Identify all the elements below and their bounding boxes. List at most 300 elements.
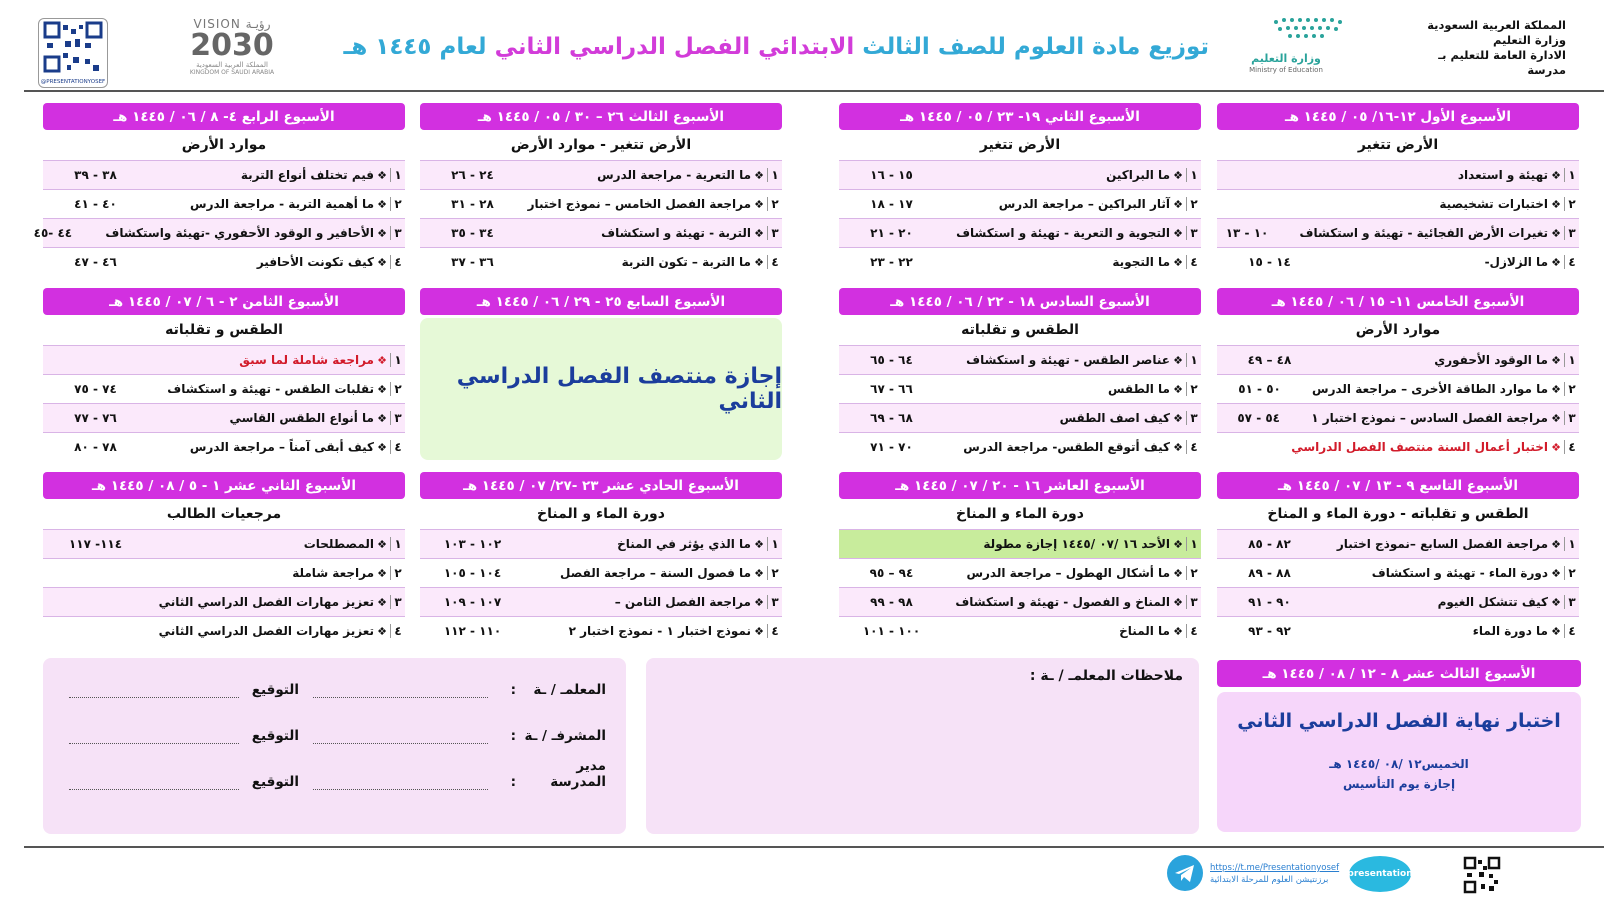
lesson-row bbox=[839, 345, 1201, 374]
lesson-row bbox=[43, 529, 405, 558]
diamond-bullet-icon: ❖ bbox=[754, 226, 764, 240]
week-header: الأسبوع التاسع ٩ - ١٣ / ٠٧ / ١٤٤٥ هـ bbox=[1217, 472, 1579, 499]
week-block-5 bbox=[1217, 288, 1579, 461]
moe-logo bbox=[1246, 14, 1376, 76]
week-block-6 bbox=[839, 288, 1201, 461]
lesson-row bbox=[43, 374, 405, 403]
lesson-title: اختبار أعمال السنة منتصف الفصل الدراسي bbox=[1291, 440, 1548, 454]
week-header: الأسبوع الأول ١٢-١٦/ ٠٥ / ١٤٤٥ هـ bbox=[1217, 103, 1579, 130]
lesson-title: ما الزلازل- bbox=[1484, 255, 1548, 269]
lesson-pages: ٧٠ - ٧١ bbox=[870, 440, 913, 454]
page-title bbox=[343, 34, 1209, 60]
lesson-title: كيف اصف الطقس bbox=[1059, 411, 1170, 425]
lesson-title: مراجعة شاملة bbox=[292, 566, 374, 580]
signature-box bbox=[43, 658, 626, 834]
lesson-number: ٣ bbox=[1564, 595, 1579, 609]
lesson-title: ما التعرية - مراجعة الدرس bbox=[597, 168, 751, 182]
lesson-number: ٤ bbox=[767, 624, 782, 638]
lesson-title: ما الطقس bbox=[1107, 382, 1170, 396]
lesson-title: مراجعة الفصل السابع –نموذج اختبار bbox=[1336, 537, 1548, 551]
sig-sign-line bbox=[69, 697, 239, 698]
unit-title: مرجعيات الطالب bbox=[43, 499, 405, 529]
lesson-pages: ١٠ - ١٣ bbox=[1225, 226, 1269, 240]
vision-2030-logo bbox=[172, 17, 292, 75]
lesson-number: ٢ bbox=[1564, 197, 1579, 211]
gov-header bbox=[1416, 18, 1566, 78]
badge-text: presentation bbox=[1347, 869, 1413, 879]
lesson-title: تعزيز مهارات الفصل الدراسي الثاني bbox=[158, 595, 374, 609]
lesson-number: ١ bbox=[767, 168, 782, 182]
unit-title: الطقس و تقلباته - دورة الماء و المناخ bbox=[1217, 499, 1579, 529]
week-header: الأسبوع الرابع ٤- ٨ / ٠٦ / ١٤٤٥ هـ bbox=[43, 103, 405, 130]
diamond-bullet-icon: ❖ bbox=[1551, 411, 1561, 425]
lesson-number: ٣ bbox=[1186, 595, 1201, 609]
week-block-7 bbox=[420, 288, 782, 315]
diamond-bullet-icon: ❖ bbox=[754, 595, 764, 609]
lesson-row bbox=[420, 587, 782, 616]
diamond-bullet-icon: ❖ bbox=[1173, 255, 1183, 269]
lesson-row bbox=[420, 529, 782, 558]
lesson-number: ١ bbox=[1564, 537, 1579, 551]
lesson-number: ٢ bbox=[1186, 382, 1201, 396]
diamond-bullet-icon: ❖ bbox=[1173, 226, 1183, 240]
sig-sep: : bbox=[510, 728, 516, 744]
lesson-number: ٣ bbox=[1186, 226, 1201, 240]
lesson-pages: ١١٠ - ١١٢ bbox=[443, 624, 502, 638]
lesson-row bbox=[839, 432, 1201, 461]
sig-label: التوقيع bbox=[251, 774, 299, 790]
lesson-pages: ٤٠ - ٤١ bbox=[74, 197, 117, 211]
lesson-number: ٤ bbox=[767, 255, 782, 269]
lesson-row bbox=[43, 403, 405, 432]
lesson-row bbox=[1217, 529, 1579, 558]
qr-caption: @PRESENTATIONYOSEF bbox=[40, 79, 106, 85]
lesson-pages: ٢٠ - ٢١ bbox=[870, 226, 913, 240]
lesson-row bbox=[839, 616, 1201, 645]
sig-name-line bbox=[313, 743, 488, 744]
title-highlight: الابتدائي bbox=[758, 34, 855, 60]
sig-name-line bbox=[313, 697, 488, 698]
lesson-row bbox=[1217, 345, 1579, 374]
lesson-row bbox=[839, 403, 1201, 432]
telegram-link[interactable]: https://t.me/Presentationyosef bbox=[1210, 863, 1340, 873]
lesson-number: ١ bbox=[1186, 537, 1201, 551]
title-part: لعام ١٤٤٥ هـ bbox=[343, 34, 495, 60]
lesson-title: ما أنواع الطقس القاسي bbox=[229, 411, 374, 425]
unit-title: الأرض تتغير - موارد الأرض bbox=[420, 130, 782, 160]
signature-row bbox=[51, 758, 606, 790]
week-block-13 bbox=[1217, 660, 1581, 687]
lesson-pages: ٨٨ - ٨٩ bbox=[1248, 566, 1291, 580]
lesson-pages: ٧٤ - ٧٥ bbox=[74, 382, 117, 396]
lesson-number: ٣ bbox=[767, 595, 782, 609]
footer-subtitle: برزنتيشن العلوم للمرحلة الابتدائية bbox=[1210, 875, 1329, 885]
diamond-bullet-icon: ❖ bbox=[377, 197, 387, 211]
lesson-row bbox=[1217, 374, 1579, 403]
diamond-bullet-icon: ❖ bbox=[1551, 440, 1561, 454]
lesson-number: ٣ bbox=[767, 226, 782, 240]
unit-title: الطقس و تقلباته bbox=[43, 315, 405, 345]
lesson-number: ١ bbox=[1564, 353, 1579, 367]
lesson-number: ٢ bbox=[1186, 197, 1201, 211]
lesson-title: دورة الماء - تهيئة و استكشاف bbox=[1371, 566, 1548, 580]
unit-title: دورة الماء و المناخ bbox=[839, 499, 1201, 529]
qr-code-icon bbox=[39, 19, 107, 75]
lesson-number: ٣ bbox=[1186, 411, 1201, 425]
lesson-title: ما أهمية التربة - مراجعة الدرس bbox=[190, 197, 374, 211]
lesson-title: ما موارد الطاقة الأخرى – مراجعة الدرس bbox=[1312, 382, 1548, 396]
week-block-12 bbox=[43, 472, 405, 645]
diamond-bullet-icon: ❖ bbox=[1551, 595, 1561, 609]
unit-title: موارد الأرض bbox=[43, 130, 405, 160]
week-block-10 bbox=[839, 472, 1201, 645]
diamond-bullet-icon: ❖ bbox=[377, 566, 387, 580]
lesson-number: ١ bbox=[390, 353, 405, 367]
moe-dots-icon bbox=[1246, 14, 1376, 54]
week-header: الأسبوع الثاني عشر ١ - ٥ / ٠٨ / ١٤٤٥ هـ bbox=[43, 472, 405, 499]
lesson-title: تعزيز مهارات الفصل الدراسي الثاني bbox=[158, 624, 374, 638]
title-part: توزيع مادة العلوم للصف الثالث bbox=[854, 34, 1209, 60]
diamond-bullet-icon: ❖ bbox=[377, 624, 387, 638]
notes-label: ملاحظات المعلمـ / ـة : bbox=[1029, 668, 1183, 684]
footer-divider bbox=[24, 846, 1604, 848]
diamond-bullet-icon: ❖ bbox=[1173, 566, 1183, 580]
lesson-row bbox=[420, 247, 782, 276]
lesson-pages: ١١٤- ١١٧ bbox=[68, 537, 123, 551]
diamond-bullet-icon: ❖ bbox=[377, 168, 387, 182]
lesson-pages: ٩٢ - ٩٣ bbox=[1248, 624, 1291, 638]
lesson-number: ٢ bbox=[767, 566, 782, 580]
gov-line: وزارة التعليم bbox=[1493, 33, 1566, 47]
lesson-pages: ١٠٠ - ١٠١ bbox=[862, 624, 921, 638]
unit-title: الطقس و تقلباته bbox=[839, 315, 1201, 345]
lesson-number: ٤ bbox=[1564, 624, 1579, 638]
lesson-pages: ٣٨ - ٣٩ bbox=[74, 168, 117, 182]
lesson-row bbox=[420, 160, 782, 189]
lesson-title: ما دورة الماء bbox=[1472, 624, 1548, 638]
lesson-number: ١ bbox=[390, 168, 405, 182]
lesson-number: ٣ bbox=[390, 595, 405, 609]
diamond-bullet-icon: ❖ bbox=[754, 566, 764, 580]
diamond-bullet-icon: ❖ bbox=[377, 382, 387, 396]
lesson-number: ٢ bbox=[390, 566, 405, 580]
lesson-row bbox=[839, 587, 1201, 616]
lesson-row bbox=[839, 189, 1201, 218]
lesson-title: عناصر الطقس - تهيئة و استكشاف bbox=[966, 353, 1170, 367]
week-header: الأسبوع العاشر ١٦ - ٢٠ / ٠٧ / ١٤٤٥ هـ bbox=[839, 472, 1201, 499]
diamond-bullet-icon: ❖ bbox=[1551, 168, 1561, 182]
week-block-2 bbox=[839, 103, 1201, 276]
lesson-row bbox=[420, 189, 782, 218]
lesson-row bbox=[43, 432, 405, 461]
diamond-bullet-icon: ❖ bbox=[1551, 537, 1561, 551]
lesson-row bbox=[420, 616, 782, 645]
diamond-bullet-icon: ❖ bbox=[754, 624, 764, 638]
lesson-row bbox=[43, 160, 405, 189]
lesson-title: مراجعة الفصل الخامس – نموذج اختبار bbox=[527, 197, 751, 211]
lesson-number: ٣ bbox=[1564, 411, 1579, 425]
lesson-pages: ٩٨ - ٩٩ bbox=[870, 595, 913, 609]
lesson-row bbox=[1217, 160, 1579, 189]
lesson-row bbox=[839, 558, 1201, 587]
footer-qr-icon bbox=[1463, 856, 1501, 894]
lesson-title: ما التربة – تكون التربة bbox=[621, 255, 751, 269]
diamond-bullet-icon: ❖ bbox=[754, 255, 764, 269]
week-header: الأسبوع السابع ٢٥ - ٢٩ / ٠٦ / ١٤٤٥ هـ bbox=[420, 288, 782, 315]
diamond-bullet-icon: ❖ bbox=[1551, 566, 1561, 580]
lesson-row bbox=[420, 218, 782, 247]
week-block-8 bbox=[43, 288, 405, 461]
lesson-row bbox=[1217, 403, 1579, 432]
vision-sub: المملكة العربية السعودية bbox=[196, 61, 268, 69]
lesson-number: ١ bbox=[1186, 353, 1201, 367]
diamond-bullet-icon: ❖ bbox=[377, 595, 387, 609]
lesson-title: مراجعة الفصل الثامن – bbox=[614, 595, 751, 609]
telegram-icon[interactable] bbox=[1167, 855, 1203, 891]
lesson-pages: ١٥ - ١٦ bbox=[870, 168, 913, 182]
lesson-row bbox=[839, 247, 1201, 276]
lesson-number: ٤ bbox=[1186, 624, 1201, 638]
lesson-number: ١ bbox=[767, 537, 782, 551]
lesson-pages: ١٠٢ - ١٠٣ bbox=[443, 537, 502, 551]
unit-title: موارد الأرض bbox=[1217, 315, 1579, 345]
lesson-number: ١ bbox=[1564, 168, 1579, 182]
vision-en: KINGDOM OF SAUDI ARABIA bbox=[189, 69, 275, 76]
lesson-number: ٣ bbox=[390, 411, 405, 425]
lesson-row bbox=[420, 558, 782, 587]
week-header: الأسبوع الحادي عشر ٢٣ -٢٧/ ٠٧ / ١٤٤٥ هـ bbox=[420, 472, 782, 499]
diamond-bullet-icon: ❖ bbox=[377, 411, 387, 425]
unit-title: دورة الماء و المناخ bbox=[420, 499, 782, 529]
diamond-bullet-icon: ❖ bbox=[754, 168, 764, 182]
week-block-11 bbox=[420, 472, 782, 645]
lesson-pages: ٦٦ - ٦٧ bbox=[870, 382, 913, 396]
diamond-bullet-icon: ❖ bbox=[377, 255, 387, 269]
week-block-9 bbox=[1217, 472, 1579, 645]
diamond-bullet-icon: ❖ bbox=[377, 353, 387, 367]
diamond-bullet-icon: ❖ bbox=[754, 197, 764, 211]
lesson-title: التجوية و التعرية - تهيئة و استكشاف bbox=[956, 226, 1170, 240]
lesson-title: التربة - تهيئة و استكشاف bbox=[601, 226, 751, 240]
diamond-bullet-icon: ❖ bbox=[1173, 382, 1183, 396]
diamond-bullet-icon: ❖ bbox=[1551, 197, 1561, 211]
lesson-pages: ١٠٤ - ١٠٥ bbox=[443, 566, 502, 580]
unit-title: الأرض تتغير bbox=[1217, 130, 1579, 160]
lesson-pages: ٥٠ - ٥١ bbox=[1238, 382, 1281, 396]
sig-name-line bbox=[313, 789, 488, 790]
diamond-bullet-icon: ❖ bbox=[377, 537, 387, 551]
week-header: الأسبوع الثامن ٢ - ٦ / ٠٧ / ١٤٤٥ هـ bbox=[43, 288, 405, 315]
lesson-row bbox=[33, 218, 405, 247]
lesson-row bbox=[43, 345, 405, 374]
lesson-number: ٤ bbox=[390, 624, 405, 638]
unit-title: الأرض تتغير bbox=[839, 130, 1201, 160]
lesson-pages: ٤٤ -٤٥ bbox=[33, 226, 73, 240]
diamond-bullet-icon: ❖ bbox=[1173, 197, 1183, 211]
lesson-row bbox=[839, 218, 1201, 247]
lesson-pages: ٣٤ - ٣٥ bbox=[451, 226, 494, 240]
lesson-number: ٤ bbox=[1186, 255, 1201, 269]
lesson-pages: ٧٨ - ٨٠ bbox=[74, 440, 117, 454]
final-exam-title: اختبار نهاية الفصل الدراسي الثاني bbox=[1237, 710, 1561, 732]
diamond-bullet-icon: ❖ bbox=[377, 440, 387, 454]
lesson-pages: ٩٤ – ٩٥ bbox=[869, 566, 914, 580]
week-header: الأسبوع الثالث ٢٦ – ٣٠ / ٠٥ / ١٤٤٥ هـ bbox=[420, 103, 782, 130]
lesson-number: ٢ bbox=[767, 197, 782, 211]
lesson-number: ٤ bbox=[390, 440, 405, 454]
lesson-title: ما البراكين bbox=[1106, 168, 1170, 182]
lesson-number: ٣ bbox=[390, 226, 405, 240]
week-header: الأسبوع الخامس ١١- ١٥ / ٠٦ / ١٤٤٥ هـ bbox=[1217, 288, 1579, 315]
lesson-number: ٤ bbox=[1186, 440, 1201, 454]
lesson-row bbox=[43, 587, 405, 616]
week-header: الأسبوع السادس ١٨ - ٢٢ / ٠٦ / ١٤٤٥ هـ bbox=[839, 288, 1201, 315]
lesson-number: ١ bbox=[390, 537, 405, 551]
lesson-row bbox=[43, 616, 405, 645]
lesson-pages: ٩٠ - ٩١ bbox=[1248, 595, 1291, 609]
diamond-bullet-icon: ❖ bbox=[1551, 624, 1561, 638]
diamond-bullet-icon: ❖ bbox=[1173, 537, 1183, 551]
lesson-title: مراجعة الفصل السادس – نموذج اختبار ١ bbox=[1311, 411, 1548, 425]
lesson-title: كيف أتوقع الطقس- مراجعة الدرس bbox=[963, 440, 1170, 454]
lesson-pages: ٥٤ - ٥٧ bbox=[1237, 411, 1281, 425]
lesson-pages: ٢٢ - ٢٣ bbox=[870, 255, 913, 269]
sig-sep: : bbox=[510, 774, 516, 790]
lesson-row bbox=[839, 160, 1201, 189]
lesson-pages: ٦٤ - ٦٥ bbox=[870, 353, 913, 367]
sig-role: المشرفـ / ـة bbox=[524, 728, 606, 744]
vision-year: 2030 bbox=[190, 28, 274, 63]
lesson-number: ٢ bbox=[390, 382, 405, 396]
lesson-title: آثار البراكين – مراجعة الدرس bbox=[998, 197, 1170, 211]
lesson-title: كيف أبقى آمناً – مراجعة الدرس bbox=[189, 440, 374, 454]
diamond-bullet-icon: ❖ bbox=[1173, 168, 1183, 182]
sig-label: التوقيع bbox=[251, 682, 299, 698]
lesson-number: ٤ bbox=[1564, 440, 1579, 454]
title-highlight: الفصل الدراسي الثاني bbox=[494, 34, 759, 60]
midterm-text: إجازة منتصف الفصل الدراسي الثاني bbox=[456, 364, 782, 414]
diamond-bullet-icon: ❖ bbox=[1173, 353, 1183, 367]
lesson-row bbox=[1217, 616, 1579, 645]
final-exam-box bbox=[1217, 692, 1581, 832]
lesson-title: ما أشكال الهطول – مراجعة الدرس bbox=[966, 566, 1170, 580]
diamond-bullet-icon: ❖ bbox=[377, 226, 387, 240]
moe-ar: وزارة التعليم bbox=[1251, 52, 1321, 65]
gov-line: الادارة العامة للتعليم بـ bbox=[1438, 48, 1566, 62]
lesson-row bbox=[839, 529, 1201, 558]
diamond-bullet-icon: ❖ bbox=[1173, 595, 1183, 609]
sig-sign-line bbox=[69, 789, 239, 790]
lesson-title: المصطلحات bbox=[303, 537, 374, 551]
lesson-row bbox=[839, 374, 1201, 403]
diamond-bullet-icon: ❖ bbox=[1551, 226, 1561, 240]
week-block-4 bbox=[33, 103, 405, 276]
lesson-pages: ١٤ - ١٥ bbox=[1248, 255, 1291, 269]
footer-link-block[interactable] bbox=[1210, 862, 1346, 886]
lesson-row bbox=[1217, 247, 1579, 276]
sig-label: التوقيع bbox=[251, 728, 299, 744]
lesson-pages: ٢٨ - ٣١ bbox=[451, 197, 494, 211]
lesson-title: كيف تتشكل الغيوم bbox=[1437, 595, 1548, 609]
presentation-badge bbox=[1349, 856, 1411, 892]
diamond-bullet-icon: ❖ bbox=[1551, 353, 1561, 367]
diamond-bullet-icon: ❖ bbox=[754, 537, 764, 551]
lesson-number: ١ bbox=[1186, 168, 1201, 182]
diamond-bullet-icon: ❖ bbox=[1173, 624, 1183, 638]
lesson-title: كيف تكونت الأحافير bbox=[256, 255, 374, 269]
lesson-row bbox=[43, 247, 405, 276]
lesson-number: ٢ bbox=[1564, 382, 1579, 396]
lesson-title: تغيرات الأرض الفجائية - تهيئة و استكشاف bbox=[1299, 226, 1548, 240]
diamond-bullet-icon: ❖ bbox=[1551, 382, 1561, 396]
lesson-pages: ٧٦ - ٧٧ bbox=[74, 411, 117, 425]
lesson-title: ما المناخ bbox=[1119, 624, 1170, 638]
lesson-number: ٢ bbox=[1186, 566, 1201, 580]
signature-row bbox=[51, 678, 606, 698]
sig-sep: : bbox=[510, 682, 516, 698]
gov-line: المملكة العربية السعودية bbox=[1427, 18, 1566, 32]
lesson-pages: ٦٨ - ٦٩ bbox=[870, 411, 913, 425]
final-exam-note: إجازة يوم التأسيس bbox=[1342, 777, 1456, 791]
lesson-title: تهيئة و استعداد bbox=[1457, 168, 1548, 182]
lesson-title: المناخ و الفصول - تهيئة و استكشاف bbox=[955, 595, 1170, 609]
header-divider bbox=[24, 90, 1604, 92]
lesson-pages: ٣٦ - ٣٧ bbox=[451, 255, 494, 269]
lesson-title: ما الذي يؤثر في المناخ bbox=[617, 537, 751, 551]
diamond-bullet-icon: ❖ bbox=[1551, 255, 1561, 269]
lesson-row bbox=[43, 189, 405, 218]
sig-role: المعلمـ / ـة bbox=[533, 682, 606, 698]
week-block-1 bbox=[1217, 103, 1579, 276]
lesson-title: الأحافير و الوقود الأحفوري -تهيئة واستكشاف bbox=[105, 226, 374, 240]
week-header: الأسبوع الثالث عشر ٨ - ١٢ / ٠٨ / ١٤٤٥ هـ bbox=[1217, 660, 1581, 687]
lesson-pages: ١٠٧ - ١٠٩ bbox=[443, 595, 502, 609]
lesson-title: مراجعة شاملة لما سبق bbox=[239, 353, 374, 367]
lesson-number: ٤ bbox=[390, 255, 405, 269]
lesson-row bbox=[1217, 587, 1579, 616]
midterm-holiday-box bbox=[420, 318, 782, 460]
week-header: الأسبوع الثاني ١٩- ٢٣ / ٠٥ / ١٤٤٥ هـ bbox=[839, 103, 1201, 130]
lesson-row bbox=[1217, 218, 1579, 247]
lesson-title: ما فصول السنة – مراجعة الفصل bbox=[560, 566, 751, 580]
lesson-number: ٣ bbox=[1564, 226, 1579, 240]
diamond-bullet-icon: ❖ bbox=[1173, 440, 1183, 454]
lesson-title: ما التجوية bbox=[1112, 255, 1170, 269]
lesson-row bbox=[1217, 189, 1579, 218]
lesson-number: ٢ bbox=[1564, 566, 1579, 580]
diamond-bullet-icon: ❖ bbox=[1173, 411, 1183, 425]
final-exam-date: الخميس١٢ /٠٨ /١٤٤٥ هـ bbox=[1329, 757, 1469, 771]
lesson-title: فيم تختلف أنواع التربة bbox=[240, 168, 374, 182]
lesson-row bbox=[1217, 432, 1579, 461]
lesson-row bbox=[1217, 558, 1579, 587]
sig-sign-line bbox=[69, 743, 239, 744]
gov-line: مدرسة bbox=[1527, 63, 1566, 77]
sig-role: مدير المدرسة bbox=[550, 758, 606, 790]
lesson-title: ما الوقود الأحفوري bbox=[1434, 353, 1548, 367]
teacher-notes-box bbox=[646, 658, 1199, 834]
signature-row bbox=[51, 724, 606, 744]
lesson-title: اختبارات تشخيصية bbox=[1439, 197, 1548, 211]
moe-en: Ministry of Education bbox=[1249, 66, 1323, 74]
lesson-row bbox=[43, 558, 405, 587]
vision-top: VISION رؤيـة bbox=[193, 17, 271, 31]
lesson-pages: ٨٢ - ٨٥ bbox=[1248, 537, 1291, 551]
lesson-number: ٤ bbox=[1564, 255, 1579, 269]
week-block-3 bbox=[420, 103, 782, 276]
lesson-number: ٢ bbox=[390, 197, 405, 211]
lesson-pages: ١٧ - ١٨ bbox=[870, 197, 913, 211]
